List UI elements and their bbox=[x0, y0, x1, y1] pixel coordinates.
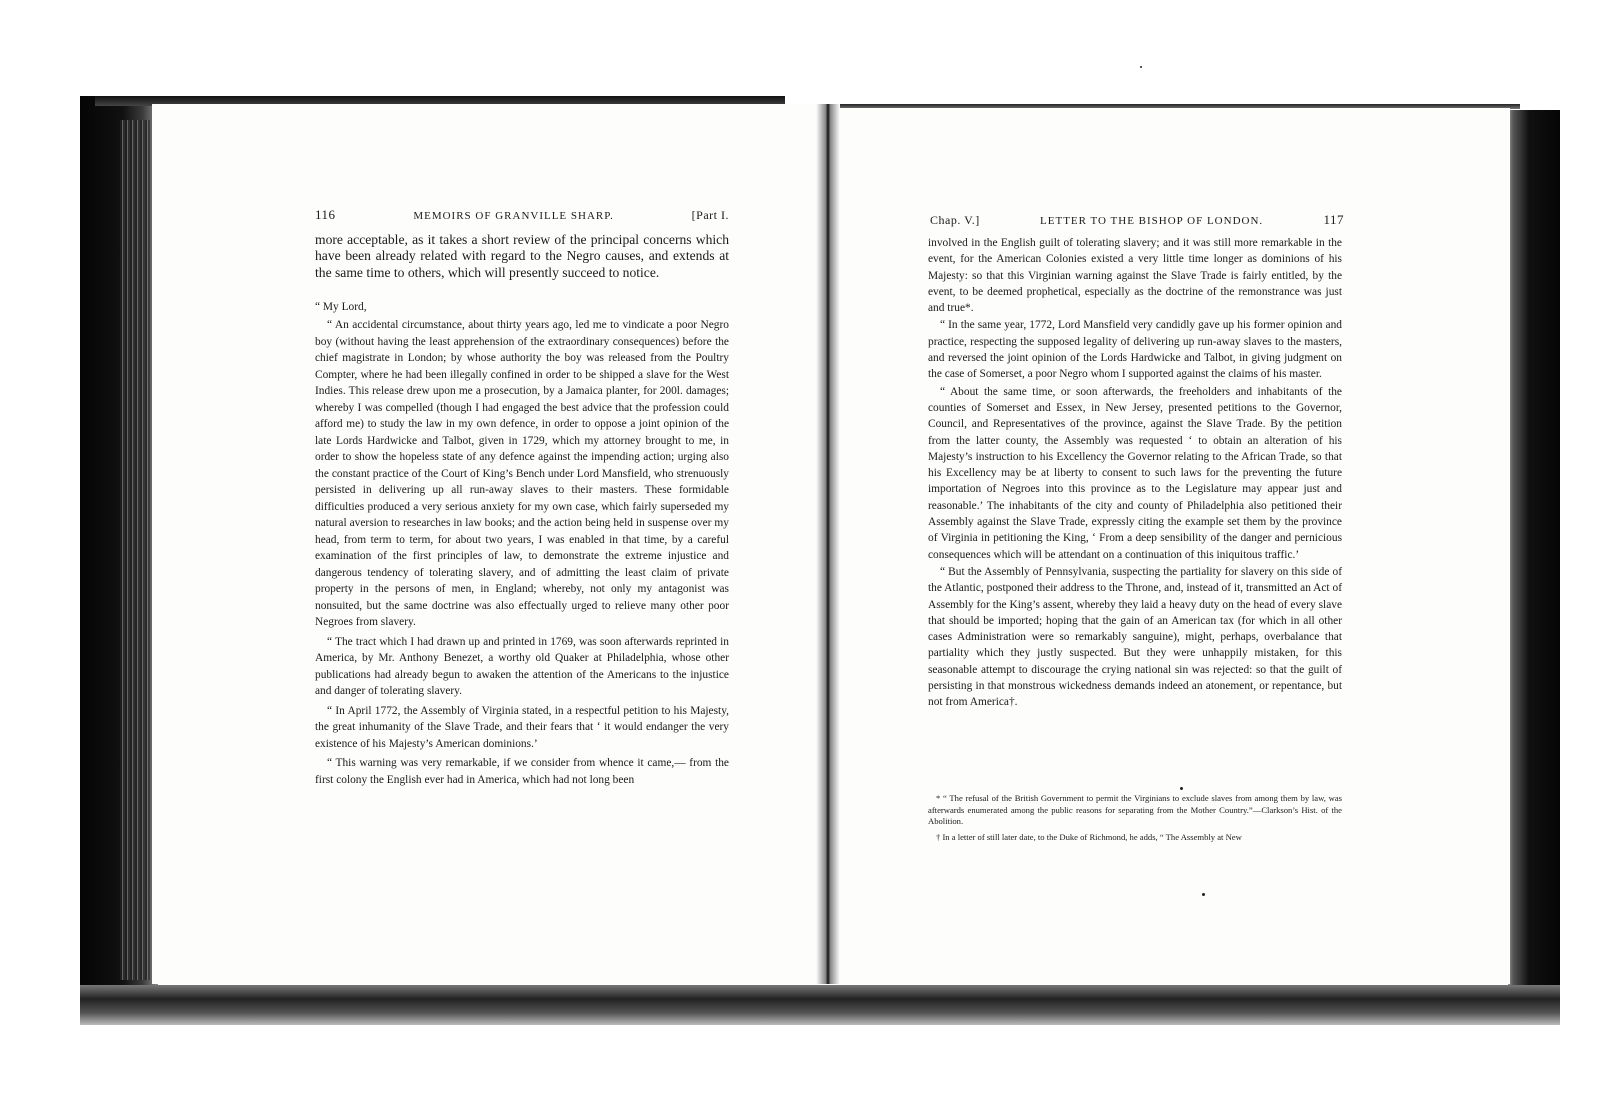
letter-paragraph: “ In the same year, 1772, Lord Mansfield very candidly gave up his former opinion and practice, respecting the supposed legality of delivering up run-away slaves to the masters, and reversed the joint opinion of the Lords Hardwicke and Talbot, in giving judgment on the case of Somerset, a poor Negro whom I supported against the claims of his master. bbox=[928, 319, 1342, 381]
right-chapter-label: Chap. V.] bbox=[930, 213, 980, 227]
right-running-title: LETTER TO THE BISHOP OF LONDON. bbox=[1040, 215, 1264, 227]
letter-paragraph: “ The tract which I had drawn up and printed in 1769, was soon afterwards reprinted in America, by Mr. Anthony Benezet, a worthy old Quaker at Philadelphia, whose other publications had already begun to awaken the attention of the Americans to the injustice and danger of tolerating slavery. bbox=[315, 635, 729, 698]
scan-speck bbox=[1202, 893, 1205, 896]
intro-paragraph: more acceptable, as it takes a short review of the principal concerns which have been already related with regard to the Negro causes, and extends at the same time to others, which will presently succeed to notice. bbox=[315, 232, 729, 280]
left-part-label: [Part I. bbox=[691, 208, 729, 222]
letter-paragraph: “ An accidental circumstance, about thirty years ago, led me to vindicate a poor Negro boy (without having the least apprehension of the extraordinary consequences) before the chief magistrate in London; by whose authority the boy was released from the Poultry Compter, where he had been illegally confined in order to be shipped a slave for the West Indies. This release drew upon me a prosecution, by a Jamaica planter, for 200l. damages; whereby I was compelled (though I had engaged the best advice that the profession could afford me) to study the law in my own defence, in order to oppose a joint opinion of the late Lords Hardwicke and Talbot, given in 1729, which my attorney brought to me, in order to show the hopeless state of any defence against the impending action; urging also the constant practice of the Court of King’s Bench under Lord Mansfield, who strenuously persisted in delivering up all run-away slaves to their masters. These formidable difficulties produced a very serious anxiety for my own case, which fairly superseded my natural aversion to researches in law books; and the action being held in suspense over my head, from term to term, for about two years, I was enabled in that time, by a careful examination of the first principles of law, to demonstrate the extreme injustice and dangerous tendency of tolerating slavery, and of admitting the least claim of private property in the persons of men, in England; whereby, not only my antagonist was nonsuited, but the same doctrine was also effectually urged to relieve many other poor Negroes from slavery. bbox=[315, 319, 729, 629]
right-page-text bbox=[928, 235, 1342, 712]
letter-paragraph: “ But the Assembly of Pennsylvania, suspecting the partiality for slavery on this side of the Atlantic, postponed their address to the Throne, and, instead of it, transmitted an Act of Assembly for the King’s assent, whereby they laid a heavy duty on the head of every slave that should be imported; hoping that the gain of an American tax (for which in all other cases Administration were so remarkably sanguine), might, perhaps, overbalance that partiality which they justly suspected. But they were unhappily mistaken, for this seasonable attempt to discourage the crying national sin was rejected: so that the guilt of persisting in that monstrous wickedness demands indeed an atonement, or repentance, but not from America†. bbox=[928, 565, 1342, 709]
letter-paragraph: involved in the English guilt of tolerating slavery; and it was still more remarkable in the event, for the American Colonies existed a very little time longer as dominions of his Majesty: so that this Virginian warning against the Slave Trade is fairly entitled, by the event, to be deemed prophetical, especially as the doctrine of the remonstrance was just and true*. bbox=[928, 237, 1342, 315]
left-running-title: MEMOIRS OF GRANVILLE SHARP. bbox=[413, 210, 614, 222]
book-gutter bbox=[816, 104, 840, 984]
letter-salutation: “ My Lord, bbox=[315, 300, 367, 313]
right-page-number: 117 bbox=[1323, 212, 1344, 227]
scan-speck bbox=[1140, 66, 1142, 68]
book-bottom-edge bbox=[80, 985, 1560, 1025]
left-page-header bbox=[315, 207, 729, 223]
scan-speck bbox=[1180, 787, 1183, 790]
right-page-header bbox=[930, 212, 1344, 228]
letter-paragraph: “ This warning was very remarkable, if we consider from whence it came,— from the first colony the English ever had in America, which had not long been bbox=[315, 757, 729, 786]
footnote: * “ The refusal of the British Government to permit the Virginians to exclude slaves from among them by law, was afterwards enumerated among the public reasons for separating from the Mother Country.”—Clarkson’s Hist. of the Abolition. bbox=[928, 793, 1342, 826]
book-right-edge bbox=[1508, 110, 1560, 990]
letter-paragraph: “ In April 1772, the Assembly of Virginia stated, in a respectful petition to his Majesty, the great inhumanity of the Slave Trade, and their fears that ‘ it would endanger the very existence of his Majesty’s American dominions.’ bbox=[315, 704, 729, 750]
letter-paragraph: “ About the same time, or soon afterwards, the freeholders and inhabitants of the counties of Somerset and Essex, in New Jersey, presented petitions to the Governor, Council, and Representatives of the province, against the Slave Trade. By the petition from the latter county, the Assembly was requested ‘ to obtain an alteration of his Majesty’s instruction to his Excellency the Governor relating to the African Trade, so that his Excellency may be at liberty to consent to such laws for the preventing the future importation of Negroes into this province as to the Legislature may appear just and reasonable.’ The inhabitants of the city and county of Philadelphia also petitioned their Assembly against the Slave Trade, expressly citing the example set them by the province of Virginia in petitioning the King, ‘ From a deep sensibility of the danger and pernicious consequences which will be attendant on a continuation of this iniquitous traffic.’ bbox=[928, 385, 1342, 561]
left-page-text bbox=[315, 232, 729, 791]
footnotes bbox=[928, 793, 1342, 843]
page-stack-edges bbox=[120, 120, 150, 980]
left-page-number: 116 bbox=[315, 207, 336, 222]
footnote: † In a letter of still later date, to the Duke of Richmond, he adds, “ The Assembly at New bbox=[936, 831, 1242, 842]
